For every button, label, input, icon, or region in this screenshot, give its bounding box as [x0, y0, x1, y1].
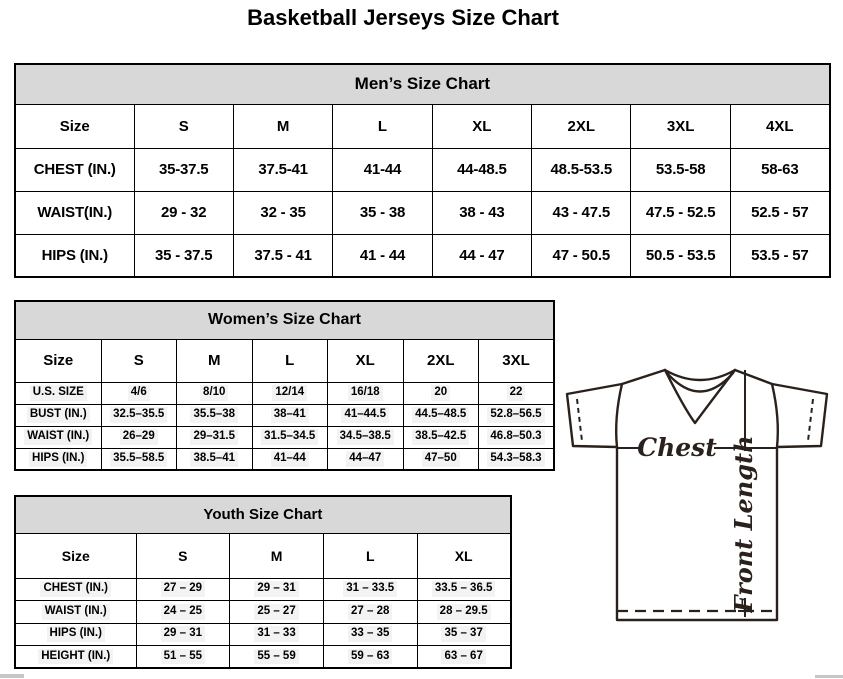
women-row-label: BUST (IN.) — [15, 404, 101, 426]
value-cell: 37.5 - 41 — [233, 234, 332, 277]
value-cell: 52.8–56.5 — [479, 404, 555, 426]
value-cell: 47–50 — [403, 448, 479, 470]
value-cell: 35 - 37.5 — [134, 234, 233, 277]
men-table-band: Men’s Size Chart — [15, 64, 830, 104]
youth-col-header: XL — [417, 533, 511, 578]
value-cell: 22 — [479, 382, 555, 404]
value-cell: 44–47 — [328, 448, 404, 470]
youth-col-header: L — [323, 533, 417, 578]
value-cell: 37.5-41 — [233, 148, 332, 191]
value-cell: 32.5–35.5 — [101, 404, 177, 426]
men-size-corner-header: Size — [15, 104, 134, 148]
women-size-corner-header: Size — [15, 339, 101, 382]
youth-row-label: WAIST (IN.) — [15, 601, 136, 624]
men-col-header: 3XL — [631, 104, 730, 148]
value-cell: 43 - 47.5 — [532, 191, 631, 234]
value-cell: 48.5-53.5 — [532, 148, 631, 191]
value-cell: 53.5 - 57 — [730, 234, 829, 277]
value-cell: 25 – 27 — [230, 601, 324, 624]
value-cell: 35.5–38 — [177, 404, 253, 426]
youth-col-header: M — [230, 533, 324, 578]
youth-table-band: Youth Size Chart — [15, 496, 511, 533]
men-size-table — [14, 63, 831, 278]
table-row — [15, 578, 511, 601]
value-cell: 8/10 — [177, 382, 253, 404]
value-cell: 32 - 35 — [233, 191, 332, 234]
value-cell: 20 — [403, 382, 479, 404]
value-cell: 35 – 37 — [417, 623, 511, 646]
table-row — [15, 148, 830, 191]
value-cell: 29 - 32 — [134, 191, 233, 234]
value-cell: 41–44 — [252, 448, 328, 470]
value-cell: 31 – 33.5 — [323, 578, 417, 601]
value-cell: 12/14 — [252, 382, 328, 404]
youth-row-label: HIPS (IN.) — [15, 623, 136, 646]
women-table-band: Women’s Size Chart — [15, 301, 554, 339]
value-cell: 46.8–50.3 — [479, 426, 555, 448]
table-row — [15, 382, 554, 404]
value-cell: 55 – 59 — [230, 646, 324, 669]
value-cell: 35 - 38 — [333, 191, 432, 234]
value-cell: 34.5–38.5 — [328, 426, 404, 448]
women-col-header: S — [101, 339, 177, 382]
value-cell: 35.5–58.5 — [101, 448, 177, 470]
men-col-header: XL — [432, 104, 531, 148]
value-cell: 27 – 28 — [323, 601, 417, 624]
men-col-header: S — [134, 104, 233, 148]
front-length-label: Front Length — [729, 435, 758, 613]
women-col-header: M — [177, 339, 253, 382]
value-cell: 29–31.5 — [177, 426, 253, 448]
value-cell: 47.5 - 52.5 — [631, 191, 730, 234]
value-cell: 27 – 29 — [136, 578, 230, 601]
value-cell: 59 – 63 — [323, 646, 417, 669]
table-row — [15, 623, 511, 646]
value-cell: 4/6 — [101, 382, 177, 404]
value-cell: 38.5–42.5 — [403, 426, 479, 448]
table-row — [15, 601, 511, 624]
value-cell: 53.5-58 — [631, 148, 730, 191]
jersey-outline — [567, 370, 827, 620]
men-col-header: 4XL — [730, 104, 829, 148]
value-cell: 44-48.5 — [432, 148, 531, 191]
men-col-header: M — [233, 104, 332, 148]
chest-label: Chest — [637, 433, 717, 462]
youth-row-label: CHEST (IN.) — [15, 578, 136, 601]
value-cell: 24 – 25 — [136, 601, 230, 624]
women-row-label: HIPS (IN.) — [15, 448, 101, 470]
table-row — [15, 646, 511, 669]
value-cell: 47 - 50.5 — [532, 234, 631, 277]
youth-size-corner-header: Size — [15, 533, 136, 578]
value-cell: 38.5–41 — [177, 448, 253, 470]
women-size-table — [14, 300, 555, 471]
men-col-header: 2XL — [532, 104, 631, 148]
value-cell: 29 – 31 — [230, 578, 324, 601]
women-col-header: XL — [328, 339, 404, 382]
page-title: Basketball Jerseys Size Chart — [247, 5, 559, 30]
value-cell: 26–29 — [101, 426, 177, 448]
men-col-header: L — [333, 104, 432, 148]
value-cell: 54.3–58.3 — [479, 448, 555, 470]
value-cell: 38 - 43 — [432, 191, 531, 234]
value-cell: 52.5 - 57 — [730, 191, 829, 234]
table-row — [15, 404, 554, 426]
value-cell: 29 – 31 — [136, 623, 230, 646]
value-cell: 58-63 — [730, 148, 829, 191]
table-row — [15, 426, 554, 448]
value-cell: 44 - 47 — [432, 234, 531, 277]
value-cell: 63 – 67 — [417, 646, 511, 669]
women-col-header: 2XL — [403, 339, 479, 382]
men-row-label: WAIST(IN.) — [15, 191, 134, 234]
scrollbar-fragment-left[interactable] — [0, 674, 24, 678]
youth-col-header: S — [136, 533, 230, 578]
value-cell: 41–44.5 — [328, 404, 404, 426]
value-cell: 41-44 — [333, 148, 432, 191]
value-cell: 33.5 – 36.5 — [417, 578, 511, 601]
value-cell: 44.5–48.5 — [403, 404, 479, 426]
jersey-vneck — [665, 370, 735, 423]
value-cell: 31.5–34.5 — [252, 426, 328, 448]
value-cell: 31 – 33 — [230, 623, 324, 646]
jersey-armhole-left — [616, 384, 622, 447]
jersey-diagram — [556, 360, 840, 628]
value-cell: 35-37.5 — [134, 148, 233, 191]
youth-size-table — [14, 495, 512, 669]
scrollbar-fragment-right[interactable] — [815, 675, 843, 678]
value-cell: 33 – 35 — [323, 623, 417, 646]
women-row-label: WAIST (IN.) — [15, 426, 101, 448]
table-row — [15, 191, 830, 234]
table-row — [15, 448, 554, 470]
men-row-label: CHEST (IN.) — [15, 148, 134, 191]
value-cell: 50.5 - 53.5 — [631, 234, 730, 277]
men-row-label: HIPS (IN.) — [15, 234, 134, 277]
value-cell: 38–41 — [252, 404, 328, 426]
women-col-header: 3XL — [479, 339, 555, 382]
table-row — [15, 234, 830, 277]
sleeve-hash-left — [577, 399, 582, 441]
value-cell: 41 - 44 — [333, 234, 432, 277]
value-cell: 28 – 29.5 — [417, 601, 511, 624]
value-cell: 16/18 — [328, 382, 404, 404]
jersey-armhole-right — [772, 384, 778, 447]
women-row-label: U.S. SIZE — [15, 382, 101, 404]
value-cell: 51 – 55 — [136, 646, 230, 669]
sleeve-hash-right — [808, 399, 813, 441]
youth-row-label: HEIGHT (IN.) — [15, 646, 136, 669]
women-col-header: L — [252, 339, 328, 382]
